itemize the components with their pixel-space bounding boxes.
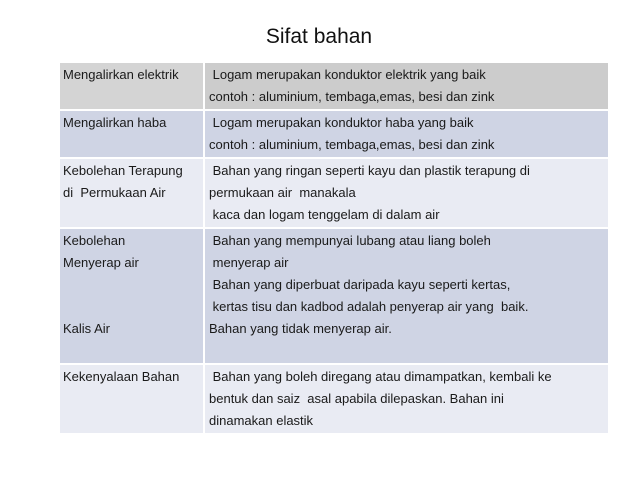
property-description-cell xyxy=(204,158,608,228)
slide-title: Sifat bahan xyxy=(265,25,373,48)
description-line: contoh : aluminium, tembaga,emas, besi dan zink xyxy=(209,137,495,152)
description-line: Logam merupakan konduktor haba yang baik xyxy=(209,115,474,130)
property-label: Kekenyalaan Bahan xyxy=(63,369,180,384)
property-label: Menyerap air xyxy=(63,255,139,270)
description-line: Logam merupakan konduktor elektrik yang baik xyxy=(209,67,486,82)
description-line: menyerap air xyxy=(209,255,289,270)
property-description-cell xyxy=(204,228,608,364)
table-row xyxy=(60,158,608,228)
property-description-cell xyxy=(204,364,608,434)
property-label-cell xyxy=(60,63,204,110)
property-label: Kebolehan xyxy=(63,233,126,248)
description-line: kaca dan logam tenggelam di dalam air xyxy=(209,207,440,222)
description-line: permukaan air manakala xyxy=(209,185,356,200)
table-row xyxy=(60,110,608,158)
table-row xyxy=(60,364,608,434)
property-description-cell xyxy=(204,63,608,110)
property-label-cell xyxy=(60,364,204,434)
property-label-cell xyxy=(60,110,204,158)
table-row xyxy=(60,228,608,364)
property-label-cell xyxy=(60,228,204,364)
table-row xyxy=(60,63,608,110)
description-line: dinamakan elastik xyxy=(209,413,314,428)
description-line: Bahan yang diperbuat daripada kayu seperti kertas, xyxy=(209,277,511,292)
description-line: Bahan yang mempunyai lubang atau liang boleh xyxy=(209,233,491,248)
row-spacer xyxy=(209,340,605,362)
property-label: Kalis Air xyxy=(63,321,110,336)
property-description-cell xyxy=(204,110,608,158)
property-label: di Permukaan Air xyxy=(63,185,166,200)
label-spacer xyxy=(63,274,200,318)
description-line: Bahan yang tidak menyerap air. xyxy=(209,321,392,336)
description-line: Bahan yang boleh diregang atau dimampatkan, kembali ke xyxy=(209,369,552,384)
property-label: Mengalirkan elektrik xyxy=(63,67,179,82)
description-line: bentuk dan saiz asal apabila dilepaskan. Bahan ini xyxy=(209,391,504,406)
property-label: Mengalirkan haba xyxy=(63,115,167,130)
description-line: Bahan yang ringan seperti kayu dan plastik terapung di xyxy=(209,163,530,178)
property-label: Kebolehan Terapung xyxy=(63,163,183,178)
description-line: kertas tisu dan kadbod adalah penyerap air yang baik. xyxy=(209,299,529,314)
description-line: contoh : aluminium, tembaga,emas, besi dan zink xyxy=(209,89,495,104)
properties-table xyxy=(60,63,608,435)
property-label-cell xyxy=(60,158,204,228)
